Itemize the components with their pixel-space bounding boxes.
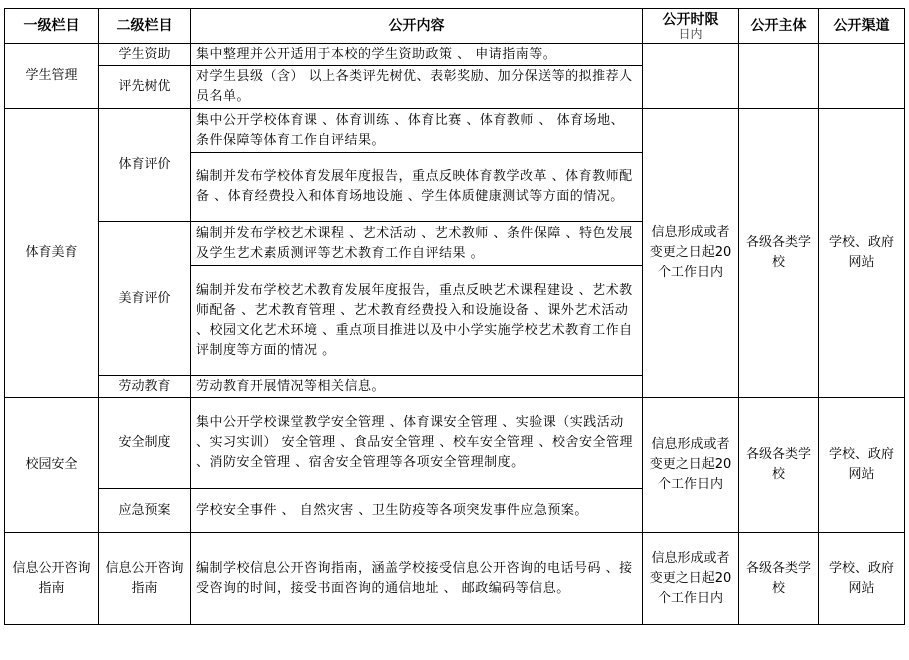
sub-system-content: 集中公开学校课堂教学安全管理 、体育课安全管理 、实验课（实践活动 、实习实训） 安全管理 、食品安全管理 、校车安全管理 、校舍安全管理 、消防安全管理 、宿舍安全管理等各项安全管理制度。 [191,398,643,489]
header-period [643,9,739,44]
pe-art-subject: 各级各类学校 [739,109,819,398]
info-period: 信息形成或者变更之日起20个工作日内 [643,533,739,625]
safety-channel: 学校、政府网站 [819,398,905,533]
info-channel: 学校、政府网站 [819,533,905,625]
safety-period: 信息形成或者变更之日起20个工作日内 [643,398,739,533]
sub-guide-name: 信息公开咨询指南 [99,533,191,625]
header-subject: 公开主体 [739,9,819,44]
sub-art-eval-name: 美育评价 [99,222,191,376]
sub-labor-content: 劳动教育开展情况等相关信息。 [191,376,643,398]
disclosure-table [4,8,905,625]
sub-pe-eval-content-2: 编制并发布学校体育发展年度报告，重点反映体育教学改革 、体育教师配备 、体育经费投入和体育场地设施 、学生体质健康测试等方面的情况。 [191,153,643,222]
sub-emergency-name: 应急预案 [99,489,191,533]
header-channel: 公开渠道 [819,9,905,44]
sub-system-name: 安全制度 [99,398,191,489]
sub-emergency-content: 学校安全事件 、 自然灾害 、卫生防疫等各项突发事件应急预案。 [191,489,643,533]
sub-honor-content: 对学生县级（含） 以上各类评先树优、表彰奖励、加分保送等的拟推荐人员名单。 [191,66,643,109]
sub-honor-name: 评先树优 [99,66,191,109]
sub-pe-eval-content-1: 集中公开学校体育课 、体育训练 、体育比赛 、体育教师 、 体育场地、条件保障等体育工作自评结果。 [191,109,643,153]
info-subject: 各级各类学校 [739,533,819,625]
safety-subject: 各级各类学校 [739,398,819,533]
header-content: 公开内容 [191,9,643,44]
sub-aid-content: 集中整理并公开适用于本校的学生资助政策 、 申请指南等。 [191,44,643,66]
table-row [5,398,905,489]
sub-art-eval-content-2: 编制并发布学校艺术教育发展年度报告，重点反映艺术课程建设 、艺术教师配备 、艺术教育管理 、艺术教育经费投入和设施设备 、课外艺术活动 、校园文化艺术环境 、重点项目推进以及中小学实施学校艺术教育工作自评制度等方面的情况 。 [191,266,643,376]
section-student-name: 学生管理 [5,44,99,109]
section-pe-art-name: 体育美育 [5,109,99,398]
sub-labor-name: 劳动教育 [99,376,191,398]
table-row [5,44,905,66]
header-level1: 一级栏目 [5,9,99,44]
header-row [5,9,905,44]
student-period-cell [643,44,739,109]
table-row [5,109,905,153]
section-info-name: 信息公开咨询指南 [5,533,99,625]
pe-art-period: 信息形成或者变更之日起20个工作日内 [643,109,739,398]
sub-guide-content: 编制学校信息公开咨询指南，涵盖学校接受信息公开咨询的电话号码 、接受咨询的时间，接受书面咨询的通信地址 、 邮政编码等信息。 [191,533,643,625]
header-level2: 二级栏目 [99,9,191,44]
student-subject-cell [739,44,819,109]
section-safety-name: 校园安全 [5,398,99,533]
header-period-label: 公开时限 [662,12,719,28]
sub-pe-eval-name: 体育评价 [99,109,191,222]
header-period-overlap-text: 日内 [678,27,703,41]
student-channel-cell [819,44,905,109]
sub-aid-name: 学生资助 [99,44,191,66]
pe-art-channel: 学校、政府网站 [819,109,905,398]
sub-art-eval-content-1: 编制并发布学校艺术课程 、艺术活动 、艺术教师 、条件保障 、特色发展及学生艺术素质测评等艺术教育工作自评结果 。 [191,222,643,266]
table-row [5,533,905,625]
